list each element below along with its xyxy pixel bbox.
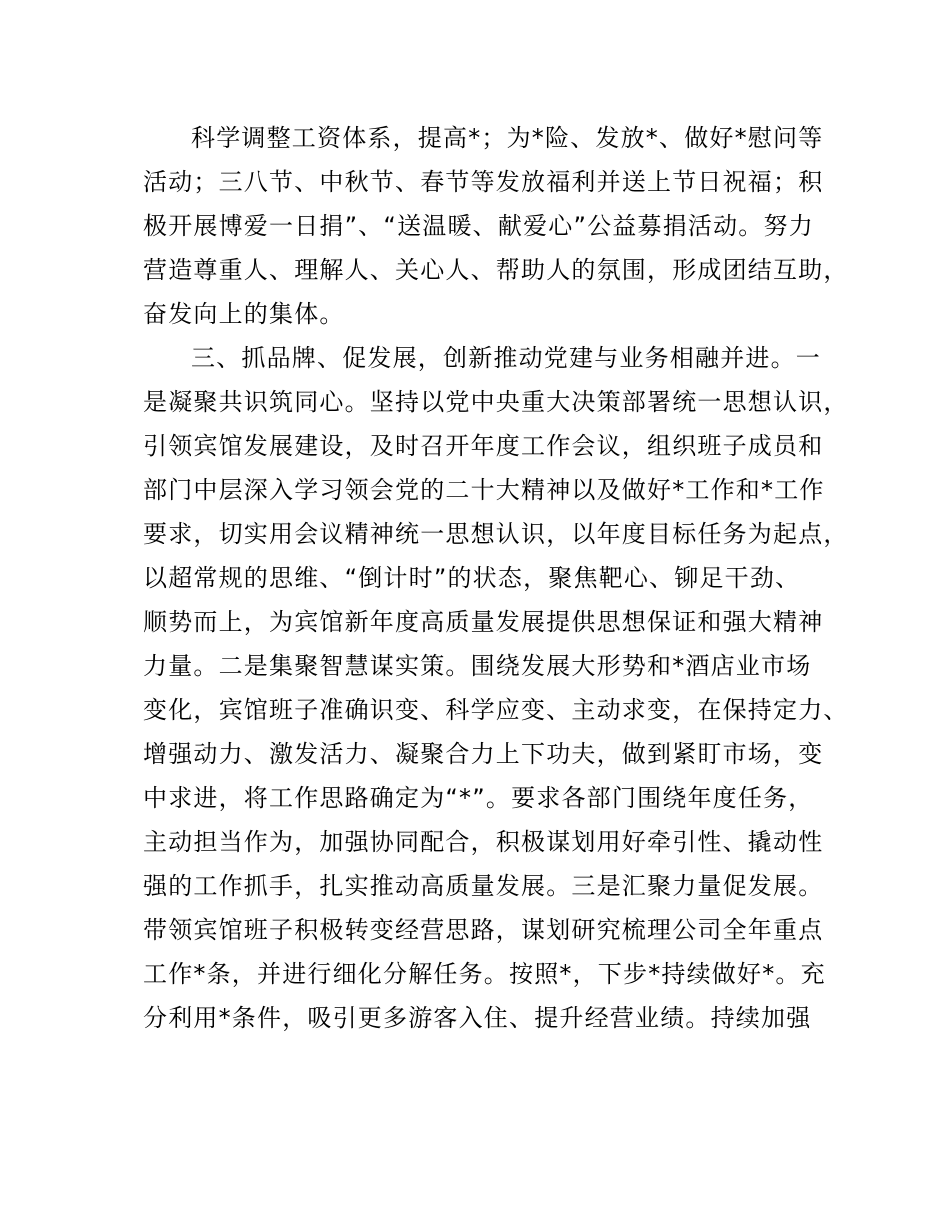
paragraph-2-line-11: 中求进，将工作思路确定为“*”。要求各部门围绕年度任务， — [143, 784, 814, 812]
paragraph-1-line-2: 活动；三八节、中秋节、春节等发放福利并送上节日祝福；积 — [143, 168, 824, 196]
paragraph-1-line-1: 科学调整工资体系，提高*；为*险、发放*、做好*慰问等 — [191, 124, 824, 152]
paragraph-2-line-7: 顺势而上，为宾馆新年度高质量发展提供思想保证和强大精神 — [143, 608, 824, 636]
paragraph-2-line-6: 以超常规的思维、“倒计时”的状态，聚焦靶心、铆足干劲、 — [143, 564, 801, 592]
paragraph-2-line-1: 三、抓品牌、促发展，创新推动党建与业务相融并进。一 — [191, 344, 821, 372]
paragraph-2-line-5: 要求，切实用会议精神统一思想认识，以年度目标任务为起点， — [143, 520, 849, 548]
paragraph-2-line-2: 是凝聚共识筑同心。坚持以党中央重大决策部署统一思想认识， — [143, 388, 849, 416]
paragraph-1-line-3: 极开展博爱一日捐”、“送温暖、献爱心”公益募捐活动。努力 — [143, 212, 814, 240]
paragraph-2-line-9: 变化，宾馆班子准确识变、科学应变、主动求变，在保持定力、 — [143, 696, 849, 724]
paragraph-2-line-16: 分利用*条件，吸引更多游客入住、提升经营业绩。持续加强 — [143, 1004, 812, 1032]
paragraph-2-line-8: 力量。二是集聚智慧谋实策。围绕发展大形势和*酒店业市场 — [143, 652, 812, 680]
paragraph-2-line-15: 工作*条，并进行细化分解任务。按照*，下步*持续做好*。充 — [143, 960, 826, 988]
paragraph-2-line-10: 增强动力、激发活力、凝聚合力上下功夫，做到紧盯市场，变 — [143, 740, 824, 768]
paragraph-1-line-4: 营造尊重人、理解人、关心人、帮助人的氛围，形成团结互助， — [143, 256, 849, 284]
paragraph-2-line-4: 部门中层深入学习领会党的二十大精神以及做好*工作和*工作 — [143, 476, 825, 504]
paragraph-2-line-14: 带领宾馆班子积极转变经营思路，谋划研究梳理公司全年重点 — [143, 916, 824, 944]
paragraph-2-line-3: 引领宾馆发展建设，及时召开年度工作会议，组织班子成员和 — [143, 432, 824, 460]
paragraph-2-line-12: 主动担当作为，加强协同配合，积极谋划用好牵引性、撬动性 — [143, 828, 824, 856]
paragraph-1-line-5: 奋发向上的集体。 — [143, 300, 345, 328]
paragraph-2-line-13: 强的工作抓手，扎实推动高质量发展。三是汇聚力量促发展。 — [143, 872, 824, 900]
